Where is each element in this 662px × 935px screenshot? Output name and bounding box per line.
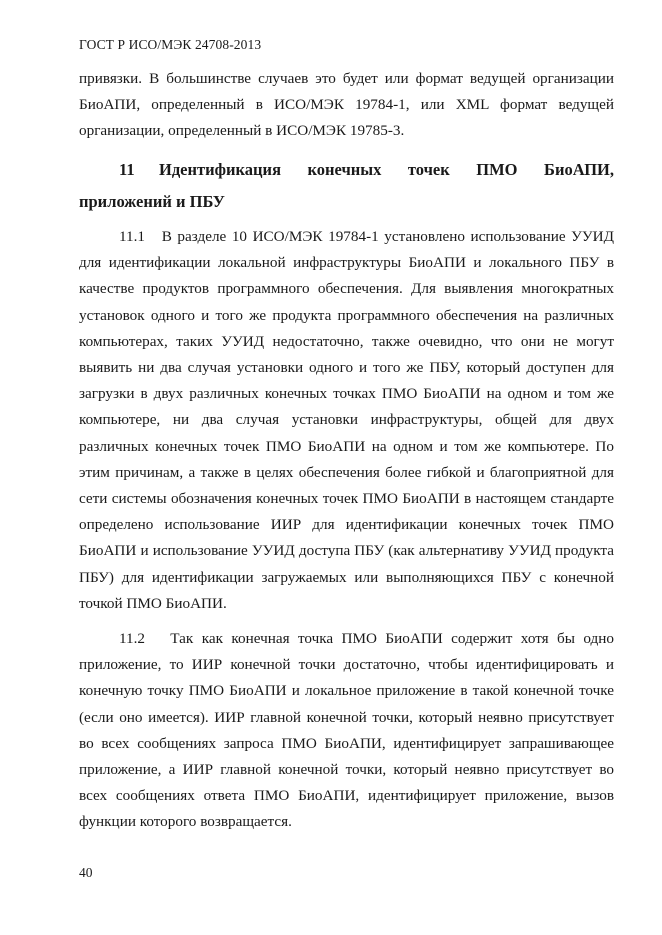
page-number: 40 — [79, 865, 93, 880]
paragraph-body — [79, 224, 614, 617]
section-title: Идентификация конечных точек ПМО БиоАПИ, приложений и ПБУ — [79, 160, 614, 211]
paragraph-body — [79, 626, 614, 836]
intro-text: привязки. В большинстве случаев это будет или формат ведущей организации БиоАПИ, определенный в ИСО/МЭК 19784-1, или XML формат ведущей организации, определенный в ИСО/МЭК 19785-3. — [79, 70, 614, 140]
paragraph-number: 11.1 — [119, 228, 146, 245]
paragraph-text: В разделе 10 ИСО/МЭК 19784-1 установлено использование УУИД для идентификации локальной инфраструктуры БиоАПИ и локального ПБУ в качестве продуктов программного обеспечения. Для выявления многократных установок одного и того же продукта программного обеспечения на различных компьютерах, таких УУИД недостаточно, также очевидно, что они не могут выявить ни два случая установки одного и того же ПБУ, который доступен для загрузки в двух различных конечных точках ПМО БиоАПИ на одном и том же компьютере, ни два случая установки инфраструктуры, общей для двух различных конечных точек ПМО БиоАПИ на одном и том же компьютере. По этим причинам, а также в целях обеспечения более гибкой и благоприятной для сети системы обозначения конечных точек ПМО БиоАПИ в настоящем стандарте определено использование ИИР для идентификации конечных точек ПМО БиоАПИ и использование УУИД доступа ПБУ (как альтернативу УУИД продукта ПБУ) для идентификации загружаемых или выполняющихся ПБУ с конечной точкой ПМО БиоАПИ. — [79, 228, 614, 612]
running-header: ГОСТ Р ИСО/МЭК 24708-2013 — [79, 37, 262, 52]
section-heading — [79, 154, 614, 218]
section-number: 11 — [119, 160, 135, 179]
intro-paragraph — [79, 66, 614, 145]
paragraph-text: Так как конечная точка ПМО БиоАПИ содержит хотя бы одно приложение, то ИИР конечной точки достаточно, чтобы идентифицировать и конечную точку ПМО БиоАПИ и локальное приложение в такой конечной точке (если оно имеется). ИИР главной конечной точки, который неявно присутствует во всех сообщениях запроса ПМО БиоАПИ, идентифицирует запрашивающее приложение, а ИИР главной конечной точки, который неявно присутствует во всех сообщениях ответа ПМО БиоАПИ, идентифицирует приложение, вызов функции которого возвращается. — [79, 630, 614, 831]
paragraph-11-1 — [79, 224, 614, 617]
paragraph-number: 11.2 — [119, 630, 146, 647]
paragraph-11-2 — [79, 626, 614, 836]
